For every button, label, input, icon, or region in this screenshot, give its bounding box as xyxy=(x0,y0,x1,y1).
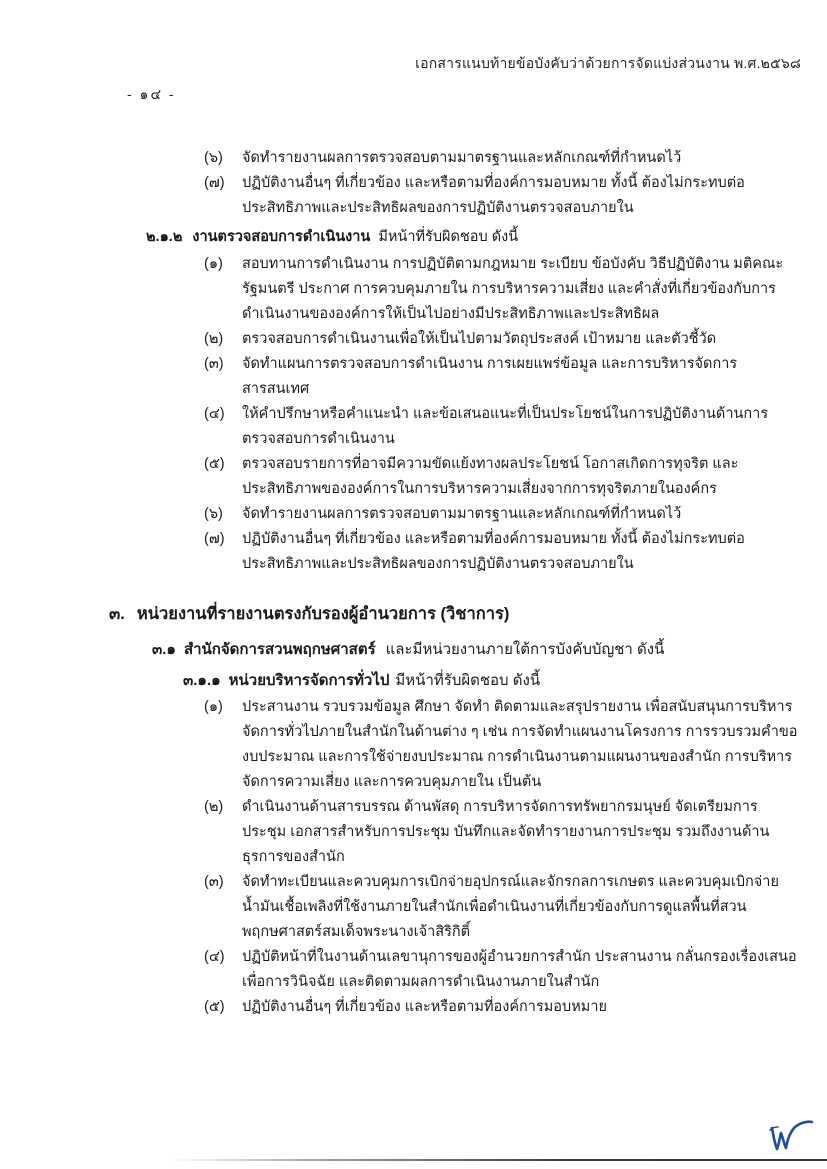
list-item xyxy=(0,527,827,577)
list-item xyxy=(0,252,827,327)
page-number: - ๑๔ - xyxy=(127,86,176,102)
section-heading-3 xyxy=(109,601,827,628)
list-item-number: (๖) xyxy=(204,506,223,522)
list-item-text: จัดทำรายงานผลการตรวจสอบตามมาตรฐานและหลักเกณฑ์ที่กำหนดไว้ xyxy=(242,150,682,166)
list-item xyxy=(0,995,827,1020)
list-item-text: ปฏิบัติหน้าที่ในงานด้านเลขานุการของผู้อำนวยการสำนัก ประสานงาน กลั่นกรองเรื่องเสนอเพื่อการวินิจฉัย และติดตามผลการดำเนินงานภายในสำนัก xyxy=(242,949,797,990)
subsection-number: ๒.๑.๒ xyxy=(146,229,183,245)
subsection-number: ๓.๑ xyxy=(152,641,176,658)
list-item-text: จัดทำแผนการตรวจสอบการดำเนินงาน การเผยแพร่ข้อมูล และการบริหารจัดการสารสนเทศ xyxy=(242,356,738,397)
list-item-text: สอบทานการดำเนินงาน การปฏิบัติตามกฎหมาย ระเบียบ ข้อบังคับ วิธีปฏิบัติงาน มติคณะรัฐมนตรี ประกาศ การควบคุมภายใน การบริหารความเสี่ยง และคำสั่งที่เกี่ยวข้องกับการดำเนินงานขององค์การให้เป็นไปอย่างมีประสิทธิภาพและประสิทธิผล xyxy=(242,256,784,322)
list-item-number: (๒) xyxy=(204,331,224,347)
list-item xyxy=(0,502,827,527)
list-item xyxy=(0,146,827,171)
list-item-number: (๓) xyxy=(204,356,224,372)
list-item-text: จัดทำทะเบียนและควบคุมการเบิกจ่ายอุปกรณ์และจักรกลการเกษตร และควบคุมเบิกจ่ายน้ำมันเชื้อเพลิงที่ใช้งานภายในสำนักเพื่อดำเนินงานที่เกี่ยวข้องกับการดูแลพื้นที่สวนพฤกษศาสตร์สมเด็จพระนางเจ้าสิริกิติ์ xyxy=(242,874,779,940)
list-item-number: (๗) xyxy=(204,531,225,547)
list-item-number: (๔) xyxy=(204,406,225,422)
subsection-title: งานตรวจสอบการดำเนินงาน xyxy=(192,229,371,245)
list-item xyxy=(0,327,827,352)
list-item-text: ดำเนินงานด้านสารบรรณ ด้านพัสดุ การบริหารจัดการทรัพยากรมนุษย์ จัดเตรียมการประชุม เอกสารสำหรับการประชุม บันทึกและจัดทำรายงานการประชุม รวมถึงงานด้านธุรการของสำนัก xyxy=(242,799,770,865)
list-item-text: ตรวจสอบการดำเนินงานเพื่อให้เป็นไปตามวัตถุประสงค์ เป้าหมาย และตัวชี้วัด xyxy=(242,331,717,347)
subsection-2-1-2-item-list xyxy=(0,252,827,577)
subsection-suffix: มีหน้าที่รับผิดชอบ ดังนี้ xyxy=(378,229,519,245)
list-item-number: (๒) xyxy=(204,799,224,815)
subsection-title: สำนักจัดการสวนพฤกษศาสตร์ xyxy=(183,641,376,658)
subsection-suffix: และมีหน่วยงานภายใต้การบังคับบัญชา ดังนี้ xyxy=(385,641,665,658)
list-item-number: (๕) xyxy=(204,999,225,1015)
list-item xyxy=(0,402,827,452)
list-item-number: (๗) xyxy=(204,175,225,191)
section-number: ๓. xyxy=(109,605,125,623)
list-item-number: (๓) xyxy=(204,874,224,890)
list-item xyxy=(0,870,827,945)
list-item-text: ประสานงาน รวบรวมข้อมูล ศึกษา จัดทำ ติดตามและสรุปรายงาน เพื่อสนับสนุนการบริหารจัดการทั่วไปภายในสำนักในด้านต่าง ๆ เช่น การจัดทำแผนงานโครงการ การรวบรวมคำของบประมาณ และการใช้จ่ายงบประมาณ การดำเนินงานตามแผนงานของสำนัก การบริหารจัดการความเสี่ยง และการควบคุมภายใน เป็นต้น xyxy=(242,699,798,790)
list-item-number: (๑) xyxy=(204,699,223,715)
list-item-text: ให้คำปรึกษาหรือคำแนะนำ และข้อเสนอแนะที่เป็นประโยชน์ในการปฏิบัติงานด้านการตรวจสอบการดำเนินงาน xyxy=(242,406,769,447)
list-item-number: (๕) xyxy=(204,456,225,472)
signature-initial-icon xyxy=(766,1118,814,1158)
subsection-number: ๓.๑.๑ xyxy=(183,672,221,689)
list-item xyxy=(0,945,827,995)
list-item xyxy=(0,171,827,221)
list-item-number: (๖) xyxy=(204,150,223,166)
list-item-text: ปฏิบัติงานอื่นๆ ที่เกี่ยวข้อง และหรือตามที่องค์การมอบหมาย xyxy=(242,999,607,1015)
list-item xyxy=(0,795,827,870)
document-body xyxy=(0,146,827,1020)
list-item-text: ปฏิบัติงานอื่นๆ ที่เกี่ยวข้อง และหรือตามที่องค์การมอบหมาย ทั้งนี้ ต้องไม่กระทบต่อประสิทธิภาพและประสิทธิผลของการปฏิบัติงานตรวจสอบภายใน xyxy=(242,175,745,216)
subsection-suffix: มีหน้าที่รับผิดชอบ ดังนี้ xyxy=(395,672,541,689)
carryover-item-list xyxy=(0,146,827,221)
subsection-heading-3-1 xyxy=(152,637,827,662)
list-item-text: จัดทำรายงานผลการตรวจสอบตามมาตรฐานและหลักเกณฑ์ที่กำหนดไว้ xyxy=(242,506,682,522)
list-item-text: ปฏิบัติงานอื่นๆ ที่เกี่ยวข้อง และหรือตามที่องค์การมอบหมาย ทั้งนี้ ต้องไม่กระทบต่อประสิทธิภาพและประสิทธิผลของการปฏิบัติงานตรวจสอบภายใน xyxy=(242,531,745,572)
subsection-heading-2-1-2 xyxy=(146,225,827,250)
list-item-text: ตรวจสอบรายการที่อาจมีความขัดแย้งทางผลประโยชน์ โอกาสเกิดการทุจริต และประสิทธิภาพขององค์การในการบริหารความเสี่ยงจากการทุจริตภายในองค์กร xyxy=(242,456,739,497)
scan-edge-line xyxy=(170,1159,827,1161)
list-item xyxy=(0,695,827,795)
document-header-note: เอกสารแนบท้ายข้อบังคับว่าด้วยการจัดแบ่งส่วนงาน พ.ศ.๒๕๖๘ xyxy=(415,55,801,71)
list-item-number: (๔) xyxy=(204,949,225,965)
subsection-3-1-1-item-list xyxy=(0,695,827,1020)
section-title: หน่วยงานที่รายงานตรงกับรองผู้อำนวยการ (วิชาการ) xyxy=(136,605,510,623)
subsection-title: หน่วยบริหารจัดการทั่วไป xyxy=(228,672,390,689)
list-item xyxy=(0,352,827,402)
list-item xyxy=(0,452,827,502)
subsection-heading-3-1-1 xyxy=(183,668,827,693)
list-item-number: (๑) xyxy=(204,256,223,272)
